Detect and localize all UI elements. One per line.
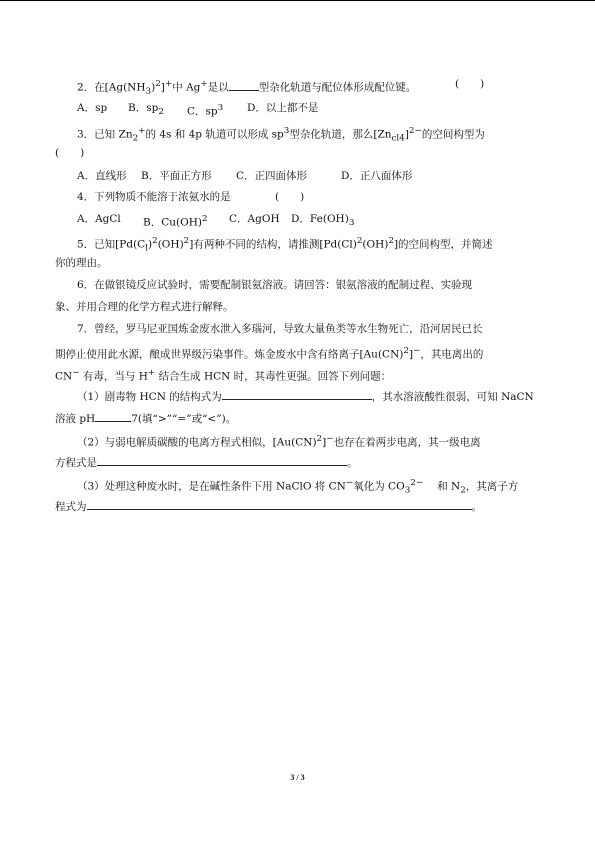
answer-blank[interactable] (97, 454, 347, 466)
answer-paren[interactable]: ( ) (275, 191, 305, 203)
q4-options: A．AgCl B．Cu(OH)$^2$ C．AgOH D．$Fe(OH)_3$ (77, 213, 355, 229)
q7-part1-cont: 溶液 pH 7(填“>”“=”或“<”)。 (55, 410, 545, 426)
q7-stem: 7．曾经，罗马尼亚国炼金废水泄入多瑙河，导致大量鱼类等水生物死亡，沿河居民已长 (77, 323, 483, 335)
answer-paren[interactable]: ( ) (55, 147, 85, 159)
top-rule (0, 0, 595, 1)
q6-stem: 6．在做银镜反应试验时，需要配制银氨溶液。请回答：银氨溶液的配制过程、实验现 (77, 279, 473, 291)
q5-stem-cont: 你的理由。 (55, 257, 108, 269)
q6-stem-cont: 象、并用合理的化学方程式进行解释。 (55, 301, 234, 313)
q7-part1: （1）剧毒物 HCN 的结构式为 ，其水溶液酸性很弱，可知 NaCN (77, 388, 545, 404)
q7-part3-cont: 程式为 。 (55, 498, 545, 514)
answer-blank[interactable] (229, 79, 259, 91)
q5-stem: 5．已知$[Pd(C_l)^2(OH)^2]$有两种不同的结构，请推测$[Pd(Cl)^2(OH)^2]$的空间构型，并简述 (77, 236, 493, 254)
q4-stem: 4．下列物质不能溶于浓氨水的是 ( ) (77, 191, 305, 203)
answer-paren[interactable]: ( ) (455, 78, 485, 90)
q7-part2-cont: 方程式是 。 (55, 454, 545, 470)
answer-blank[interactable] (95, 410, 131, 422)
q7-stem-cont: 期停止使用此水源，酿成世界级污染事件。炼金废水中含有络离子[Au(CN)$^2$]−，其电离出的 (55, 346, 484, 361)
answer-blank[interactable] (222, 388, 372, 400)
q3-stem: 3．已知 $Zn_2^+$的 4s 和 4p 轨道可以形成 $sp^3$型杂化轨道，那么$[Zn_{cl4}]^{2-}$的空间构型为 (77, 126, 485, 144)
q7-part2: （2）与弱电解质碳酸的电离方程式相似，[Au(CN)$^2$]−也存在着两步电离，其一级电离 (77, 434, 481, 449)
q3-options: A．直线形 B．平面正方形 C．正四面体形 D．正八面体形 (77, 170, 413, 182)
q7-part3: （3）处理这种废水时，是在碱性条件下用 NaClO 将 CN−氧化为 $CO_3^{2-}$ 和 $N_2$，其离子方 (77, 478, 519, 496)
page-number: 3 / 3 (290, 773, 305, 782)
q2-options: A．sp B．$sp_2$ C．$sp^3$ D．以上都不是 (77, 102, 319, 118)
answer-blank[interactable] (87, 498, 472, 510)
q2-stem: 2．在$[Ag(NH_3)^2]^+$中 Ag+是以 型杂化轨道与配位体形成配位键。 ( ) (77, 78, 485, 97)
q7-stem-cont2: CN− 有毒，当与 H+ 结合生成 HCN 时，其毒性更强。回答下列问题： (55, 368, 392, 383)
